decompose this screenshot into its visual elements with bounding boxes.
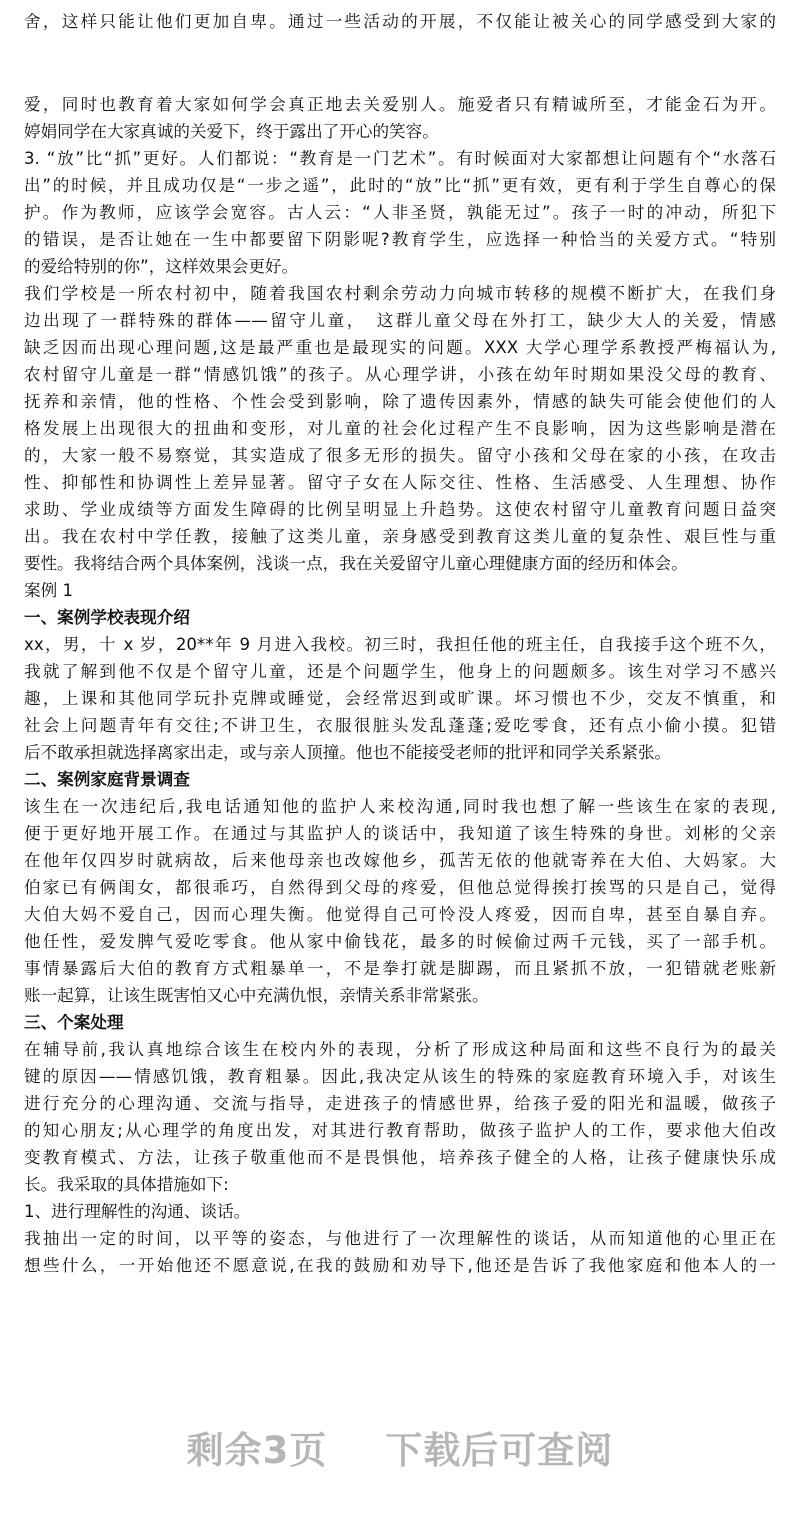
- text-line: 我就了解到他不仅是个留守儿童，还是个问题学生，他身上的问题颇多。该生对学习不感兴: [24, 662, 776, 681]
- text-line: 1、进行理解性的沟通、谈话。: [24, 1202, 251, 1221]
- download-prompt-text[interactable]: 下载后可查阅: [385, 1429, 614, 1472]
- remaining-pages-text: 剩余3页: [186, 1429, 328, 1472]
- page-gap: [24, 35, 776, 91]
- text-line: 一、案例学校表现介绍: [24, 608, 190, 627]
- text-line: 的，大家一般不易察觉，其实造成了很多无形的损失。留守小孩和父母在家的小孩，在攻击: [24, 446, 776, 465]
- text-line: 3. “放”比“抓”更好。人们都说：“教育是一门艺术”。有时候面对大家都想让问题有个“水落石: [24, 149, 776, 168]
- text-line: 该生在一次违纪后,我电话通知他的监护人来校沟通,同时我也想了解一些该生在家的表现,: [24, 797, 776, 816]
- text-line: 事情暴露后大伯的教育方式粗暴单一，不是拳打就是脚踢，而且紧抓不放，一犯错就老账新: [24, 959, 776, 978]
- text-line: 出”的时候，并且成功仅是“一步之遥”，此时的“放”比“抓”更有效，更有利于学生自尊心的保: [24, 176, 776, 195]
- text-line: 舍，这样只能让他们更加自卑。通过一些活动的开展，不仅能让被关心的同学感受到大家的: [24, 12, 776, 31]
- text-line: 账一起算，让该生既害怕又心中充满仇恨，亲情关系非常紧张。: [24, 986, 489, 1005]
- text-line: 护。作为教师，应该学会宽容。古人云：“人非圣贤，孰能无过”。孩子一时的冲动，所犯下: [24, 203, 776, 222]
- text-line: 我抽出一定的时间，以平等的姿态，与他进行了一次理解性的谈话，从而知道他的心里正在: [24, 1229, 776, 1248]
- paragraph: [24, 145, 776, 280]
- document-body: [24, 8, 776, 1279]
- text-line: 性、抑郁性和协调性上差异显著。留守子女在人际交往、性格、生活感受、人生理想、协作: [24, 473, 776, 492]
- text-line: 长。我采取的具体措施如下:: [24, 1175, 229, 1194]
- text-line: 抚养和亲情，他的性格、个性会受到影响，除了遗传因素外，情感的缺失可能会使他们的人: [24, 392, 776, 411]
- text-line: 变教育模式、方法，让孩子敬重他而不是畏惧他，培养孩子健全的人格，让孩子健康快乐成: [24, 1148, 776, 1167]
- section-heading: [24, 766, 776, 793]
- text-line: 的知心朋友;从心理学的角度出发，对其进行教育帮助，做孩子监护人的工作，要求他大伯改: [24, 1121, 776, 1140]
- text-line: 边出现了一群特殊的群体——留守儿童， 这群儿童父母在外打工，缺少大人的关爱，情感: [24, 311, 776, 330]
- paragraph: [24, 1225, 776, 1279]
- text-line: 键的原因——情感饥饿，教育粗暴。因此,我决定从该生的特殊的家庭教育环境入手，对该生: [24, 1067, 776, 1086]
- section-heading: [24, 604, 776, 631]
- text-line: 趣，上课和其他同学玩扑克牌或睡觉，会经常迟到或旷课。坏习惯也不少，交友不慎重，和: [24, 689, 776, 708]
- text-line: 婷娟同学在大家真诚的关爱下，终于露出了开心的笑容。: [24, 122, 439, 141]
- text-line: 求助、学业成绩等方面发生障碍的比例呈明显上升趋势。这使农村留守儿童教育问题日益突: [24, 500, 776, 519]
- text-line: 的错误，是否让她在一生中都要留下阴影呢?教育学生，应选择一种恰当的关爱方式。“特别: [24, 230, 776, 249]
- text-line: 在他年仅四岁时就病故，后来他母亲也改嫁他乡，孤苦无依的他就寄养在大伯、大妈家。大: [24, 851, 776, 870]
- paragraph: [24, 1036, 776, 1198]
- text-line: 三、个案处理: [24, 1013, 124, 1032]
- text-line: 社会上问题青年有交往;不讲卫生，衣服很脏头发乱蓬蓬;爱吃零食，还有点小偷小摸。犯错: [24, 716, 776, 735]
- text-line: 格发展上出现很大的扭曲和变形，对儿童的社会化过程产生不良影响，因为这些影响是潜在: [24, 419, 776, 438]
- text-line: 我们学校是一所农村初中，随着我国农村剩余劳动力向城市转移的规模不断扩大，在我们身: [24, 284, 776, 303]
- text-line: 伯家已有俩闺女，都很乖巧，自然得到父母的疼爱，但他总觉得挨打挨骂的只是自己，觉得: [24, 878, 776, 897]
- text-line: 农村留守儿童是一群“情感饥饿”的孩子。从心理学讲，小孩在幼年时期如果没父母的教育、: [24, 365, 776, 384]
- text-line: 二、案例家庭背景调查: [24, 770, 190, 789]
- text-line: 进行充分的心理沟通、交流与指导，走进孩子的情感世界，给孩子爱的阳光和温暖，做孩子: [24, 1094, 776, 1113]
- text-line: 在辅导前,我认真地综合该生在校内外的表现，分析了形成这种局面和这些不良行为的最关: [24, 1040, 776, 1059]
- text-line: 后不敢承担就选择离家出走，或与亲人顶撞。他也不能接受老师的批评和同学关系紧张。: [24, 743, 672, 762]
- text-line: 案例 1: [24, 581, 74, 600]
- paragraph: [24, 8, 776, 35]
- section-heading: [24, 1009, 776, 1036]
- text-line: 便于更好地开展工作。在通过与其监护人的谈话中，我知道了该生特殊的身世。刘彬的父亲: [24, 824, 776, 843]
- paragraph: [24, 1198, 776, 1225]
- paragraph: [24, 91, 776, 145]
- text-line: 他任性，爱发脾气爱吃零食。他从家中偷钱花，最多的时候偷过两千元钱，买了一部手机。: [24, 932, 776, 951]
- paragraph: [24, 631, 776, 766]
- text-line: 的爱给特别的你”，这样效果会更好。: [24, 257, 299, 276]
- paragraph: [24, 793, 776, 1009]
- paragraph: [24, 577, 776, 604]
- text-line: 大伯大妈不爱自己，因而心理失衡。他觉得自己可怜没人疼爱，因而自卑，甚至自暴自弃。: [24, 905, 776, 924]
- text-line: 要性。我将结合两个具体案例，浅谈一点，我在关爱留守儿童心理健康方面的经历和体会。: [24, 554, 688, 573]
- text-line: 缺乏因而出现心理问题,这是最严重也是最现实的问题。XXX 大学心理学系教授严梅福认为,: [24, 338, 776, 357]
- text-line: 出。我在农村中学任教，接触了这类儿童，亲身感受到教育这类儿童的复杂性、艰巨性与重: [24, 527, 776, 546]
- text-line: 爱，同时也教育着大家如何学会真正地去关爱别人。施爱者只有精诚所至，才能金石为开。: [24, 95, 776, 114]
- text-line: 想些什么，一开始他还不愿意说,在我的鼓励和劝导下,他还是告诉了我他家庭和他本人的一: [24, 1256, 776, 1275]
- text-line: xx，男，十 x 岁，20**年 9 月进入我校。初三时，我担任他的班主任，自我接手这个班不久，: [24, 635, 776, 654]
- paywall-banner: [0, 1420, 800, 1474]
- paragraph: [24, 280, 776, 577]
